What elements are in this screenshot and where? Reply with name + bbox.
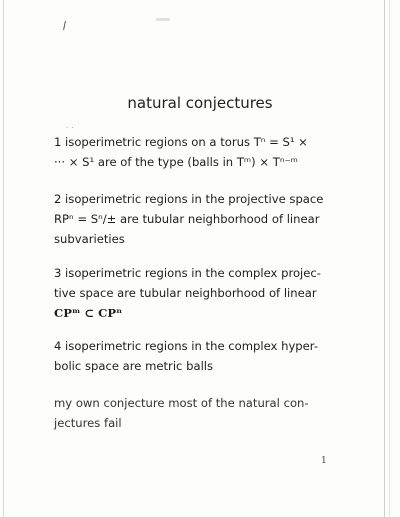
scan-edge-right-shadow xyxy=(389,0,390,517)
conjecture-1-line-1: 1 isoperimetric regions on a torus Tⁿ = S¹ × xyxy=(54,135,308,149)
conjecture-3-line-1: 3 isoperimetric regions in the complex projec- xyxy=(54,266,321,280)
own-conjecture-line-2: jectures fail xyxy=(54,416,122,430)
scan-edge-right xyxy=(384,0,385,517)
conjecture-2-line-2: RPⁿ = Sⁿ/± are tubular neighborhood of linear xyxy=(54,212,320,226)
conjecture-3 xyxy=(54,263,364,323)
conjecture-3-line-2: tive space are tubular neighborhood of linear xyxy=(54,286,317,300)
conjecture-4-line-2: bolic space are metric balls xyxy=(54,359,214,373)
conjecture-2-line-1: 2 isoperimetric regions in the projective space xyxy=(54,192,324,206)
scan-dots: ·· xyxy=(66,124,77,132)
conjecture-4 xyxy=(54,336,364,376)
conjecture-2-line-3: subvarieties xyxy=(54,232,125,246)
scan-smudge xyxy=(156,18,170,21)
scan-tick-mark xyxy=(63,21,66,30)
conjecture-1-line-2: ··· × S¹ are of the type (balls in Tᵐ) × Tⁿ⁻ᵐ xyxy=(54,155,298,169)
conjecture-3-line-3: CPᵐ ⊂ CPⁿ xyxy=(54,306,123,320)
conjecture-4-line-1: 4 isoperimetric regions in the complex hyper- xyxy=(54,339,319,353)
page-title: natural conjectures xyxy=(127,94,273,112)
page-number: 1 xyxy=(321,456,327,466)
own-conjecture-line-1: my own conjecture most of the natural con- xyxy=(54,396,309,410)
conjecture-2 xyxy=(54,189,364,249)
own-conjecture xyxy=(54,393,364,433)
scan-edge-left xyxy=(3,0,4,517)
conjecture-1 xyxy=(54,132,364,172)
